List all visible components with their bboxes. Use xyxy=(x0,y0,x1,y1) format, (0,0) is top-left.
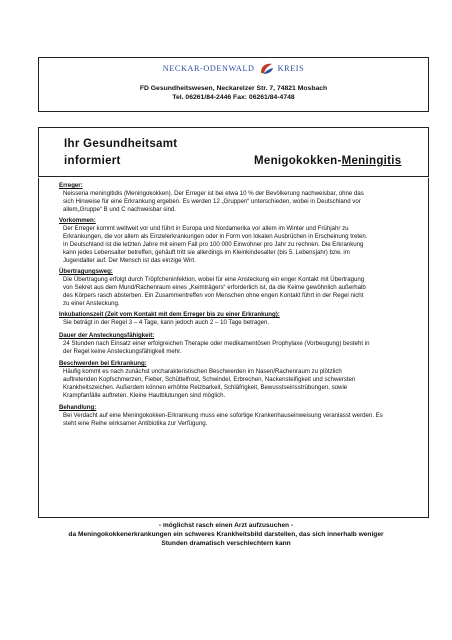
section-line: Bei Verdacht auf eine Meningokokken-Erkrankung muss eine sofortige Krankenhauseinweisung veranlasst werden. Es xyxy=(63,412,383,420)
section-line: des Körpers rasch absterben. Ein Zusammentreffen von Menschen ohne engen Kontakt führt in der Regel nicht xyxy=(63,292,364,300)
section-line: allem„Gruppe“ B und C nachweisbar sind. xyxy=(63,206,177,214)
section-line: Krampfanfälle auftreten. Kleine Hautblutungen sind möglich. xyxy=(63,392,226,400)
section-heading: Vorkommen: xyxy=(59,217,96,224)
section-line: der Regel keine Ansteckungsfähigkeit mehr. xyxy=(63,348,182,356)
section-heading: Dauer der Ansteckungsfähigkeit: xyxy=(59,332,155,339)
section-line: Die Übertragung erfolgt durch Tröpfcheninfektion, wobei für eine Ansteckung ein enger Kontakt mit Übertragung xyxy=(63,276,365,284)
section-line: Krankheitszeichen. Außerdem können erhöhte Reizbarkeit, Schläfrigkeit, Bewusstseinsstrübungen, sowie xyxy=(63,384,348,392)
section-line: von Sekret aus dem Mund/Rachenraum eines „Keimträgers“ erforderlich ist, da die Keime gewöhnlich außerhalb xyxy=(63,284,366,292)
section-line: auftretenden Kopfschmerzen, Fieber, Schüttelfrost, Schwindel, Erbrechen, Nackensteifigkeit und schwersten xyxy=(63,376,356,384)
logo-text-left: NECKAR-ODENWALD xyxy=(162,64,255,73)
section-line: zu einer Ansteckung. xyxy=(63,300,120,308)
section-heading: Übertragungsweg: xyxy=(59,268,113,275)
section-ansteckungsfaehigkeit xyxy=(59,332,423,356)
section-line: Erkrankungen, die vor allem als Einzelerkrankungen oder in Form von lokalen Ausbrüchen in Erscheinung treten. xyxy=(63,233,368,241)
district-logo xyxy=(39,62,428,75)
section-line: kann jedes Lebensalter betreffen, gehäuft tritt sie allerdings im Kleinkindesalter (bis 5. Lebensjahr) bzw. im xyxy=(63,249,350,257)
section-line: Häufig kommt es nach zunächst uncharakteristischen Beschwerden im Nasen/Rachenraum zu plötzlich xyxy=(63,368,342,376)
section-beschwerden xyxy=(59,360,423,400)
topic-title xyxy=(254,155,401,167)
section-line: Der Erreger kommt weltweit vor und führt in Europa und Nordamerika vor allem im Winter und Frühjahr zu xyxy=(63,225,349,233)
section-heading: Erreger: xyxy=(59,182,83,189)
topic-part-a: Menigokokken- xyxy=(254,155,342,167)
address-block xyxy=(39,84,428,102)
section-vorkommen xyxy=(59,217,423,266)
footer-line-2: da Meningokokkenerkrankungen ein schweres Krankheitsbild darstellen, das sich innerhalb weniger xyxy=(68,530,384,538)
phone-fax-line: Tel. 06261/84-2446 Fax: 06261/84-4748 xyxy=(172,94,295,101)
footer-line-3: Stunden dramatisch verschlechtern kann xyxy=(161,539,291,547)
section-heading: Beschwerden bei Erkrankung: xyxy=(59,360,147,367)
logo-text-right: KREIS xyxy=(277,64,305,73)
section-heading: Inkubationszeit (Zeit vom Kontakt mit dem Erreger bis zu einer Erkrankung): xyxy=(59,311,280,318)
footer-notice xyxy=(0,522,452,549)
title-line-2: informiert xyxy=(64,155,121,167)
section-behandlung xyxy=(59,404,423,428)
header-box xyxy=(38,57,429,112)
topic-part-b: Meningitis xyxy=(341,155,402,167)
section-erreger xyxy=(59,182,423,214)
section-line: In Deutschland ist die letzten Jahre mit einem Fall pro 100 000 Einwohner pro Jahr zu rechnen. Die Erkrankung xyxy=(63,241,364,249)
section-line: sich Hinweise für eine Erkrankung ergeben. Es werden 12 „Gruppen“ unterschieden, wobei in Deutschland vor xyxy=(63,198,361,206)
address-line: FD Gesundheitswesen, Neckarelzer Str. 7, 74821 Mosbach xyxy=(139,85,328,92)
title-line-1: Ihr Gesundheitsamt xyxy=(64,138,178,150)
section-line: steht eine Reihe wirksamer Antibiotika zur Verfügung. xyxy=(63,420,208,428)
section-line: Neisseria meningitidis (Meningokokken). Der Erreger ist bei etwa 10 % der Bevölkerung nachweisbar, ohne das xyxy=(63,190,364,198)
section-line: Jugendalter auf. Der Mensch ist das einzige Wirt. xyxy=(63,257,196,265)
footer-line-1: - möglichst rasch einen Arzt aufzusuchen - xyxy=(158,522,294,529)
section-inkubationszeit xyxy=(59,311,423,327)
section-uebertragungsweg xyxy=(59,268,423,308)
section-line: Sie beträgt in der Regel 3 – 4 Tage, kann jedoch auch 2 – 10 Tage betragen. xyxy=(63,319,270,327)
district-emblem-icon xyxy=(259,62,274,75)
section-line: 24 Stunden nach Einsatz einer erfolgreichen Therapie oder medikamentösen Prophylaxe (Vorbeugung) besteht in xyxy=(63,340,370,348)
section-heading: Behandlung: xyxy=(59,404,97,411)
title-box xyxy=(38,127,429,177)
